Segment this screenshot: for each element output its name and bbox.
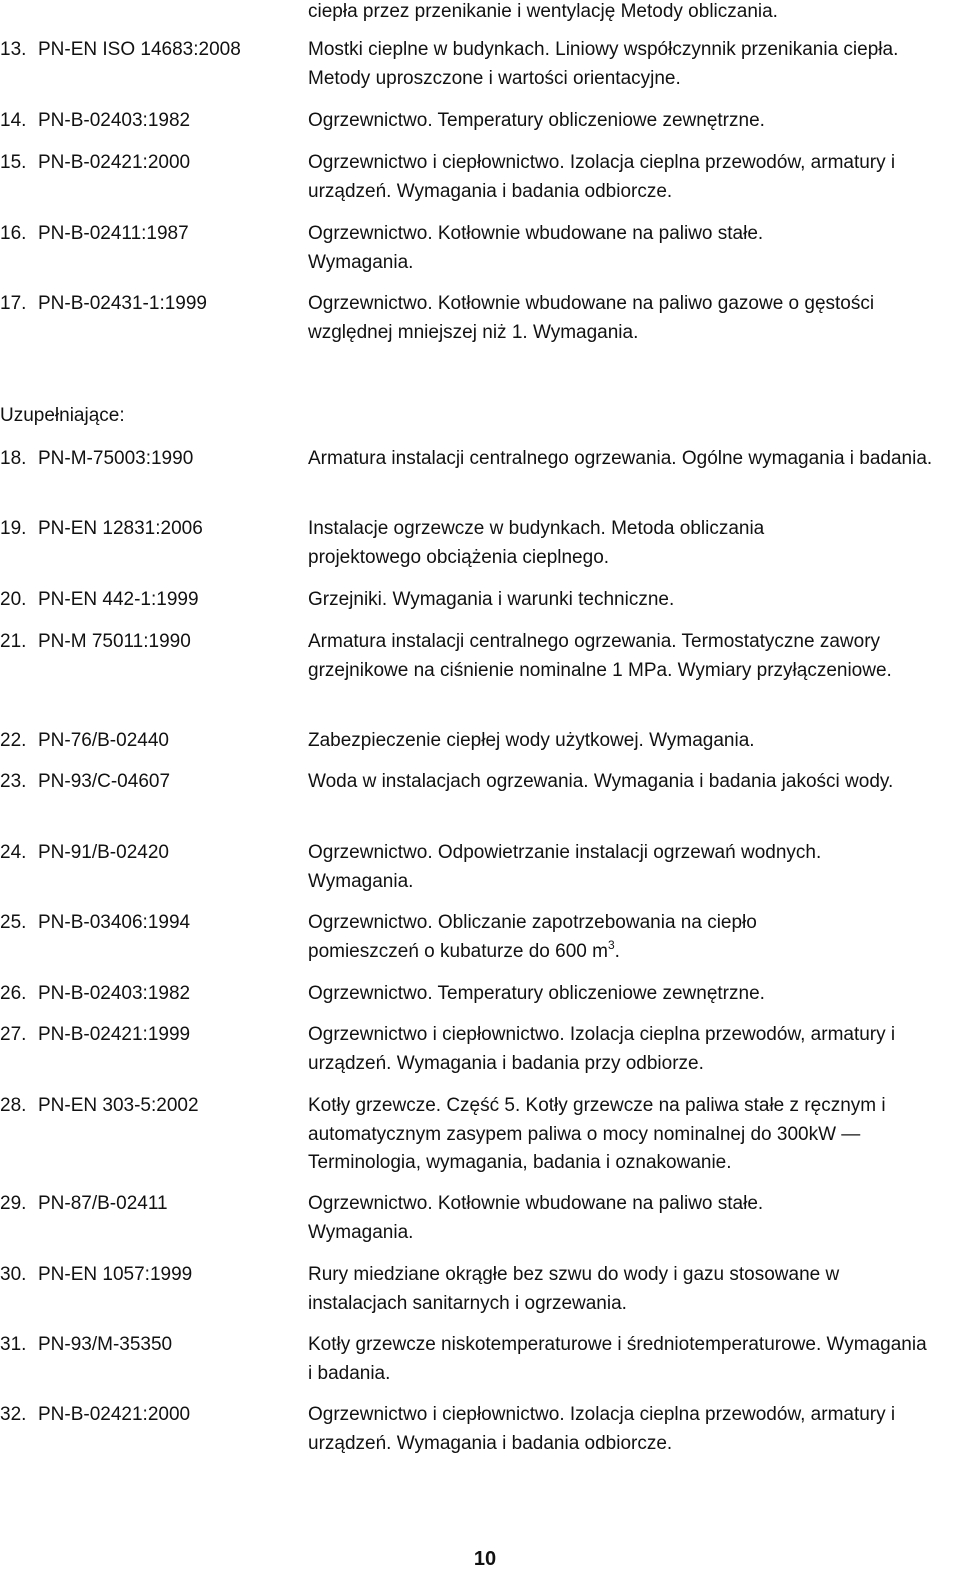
standard-title: Ogrzewnictwo i ciepłownictwo. Izolacja cieplna przewodów, armatury i urządzeń. Wymagania i badania odbiorcze. — [308, 1404, 896, 1454]
entry-number: 26. — [0, 983, 27, 1004]
entry-number: 27. — [0, 1024, 27, 1045]
standard-title: Armatura instalacji centralnego ogrzewania. Termostatyczne zawory grzejnikowe na ciśnienie nominalne 1 MPa. Wymiary przyłączeniowe. — [308, 631, 892, 681]
standard-code: PN-M-75003:1990 — [38, 448, 194, 469]
standard-code: PN-B-02411:1987 — [38, 223, 189, 244]
standard-title: Woda w instalacjach ogrzewania. Wymagania i badania jakości wody. — [308, 771, 894, 792]
standard-code: PN-EN ISO 14683:2008 — [38, 39, 241, 60]
standard-title: Ogrzewnictwo. Kotłownie wbudowane na paliwo stałe. Wymagania. — [308, 1193, 764, 1243]
standard-code: PN-EN 12831:2006 — [38, 518, 203, 539]
standard-title: Rury miedziane okrągłe bez szwu do wody i gazu stosowane w instalacjach sanitarnych i ogrzewania. — [308, 1264, 840, 1314]
standard-code: PN-B-02403:1982 — [38, 983, 191, 1004]
standard-code: PN-B-02421:2000 — [38, 1404, 191, 1425]
entry-number: 24. — [0, 842, 27, 863]
standard-code: PN-76/B-02440 — [38, 730, 169, 751]
entry-number: 20. — [0, 589, 27, 610]
standard-title: Kotły grzewcze. Część 5. Kotły grzewcze na paliwa stałe z ręcznym i automatycznym zasypem paliwa o mocy nominalnej do 300kW — Terminologia, wymagania, badania i oznakowanie. — [308, 1095, 886, 1173]
entry-number: 18. — [0, 448, 27, 469]
standard-title: Ogrzewnictwo. Temperatury obliczeniowe zewnętrzne. — [308, 110, 765, 131]
standard-title-text: Ogrzewnictwo. Obliczanie zapotrzebowania na ciepło pomieszczeń o kubaturze do 600 m — [308, 912, 757, 962]
entry-number: 23. — [0, 771, 27, 792]
standard-title-end: . — [614, 940, 620, 962]
superscript: 3 — [607, 937, 615, 952]
standard-title: Ogrzewnictwo i ciepłownictwo. Izolacja cieplna przewodów, armatury i urządzeń. Wymagania i badania przy odbiorze. — [308, 1024, 896, 1074]
standard-title: Ogrzewnictwo. Odpowietrzanie instalacji ogrzewań wodnych. Wymagania. — [308, 842, 822, 892]
standard-code: PN-B-02421:2000 — [38, 152, 191, 173]
entry-number: 31. — [0, 1334, 27, 1355]
entry-number: 29. — [0, 1193, 27, 1214]
page-number: 10 — [473, 1548, 497, 1570]
entry-number: 25. — [0, 912, 27, 933]
standard-title: Ogrzewnictwo. Kotłownie wbudowane na paliwo stałe. Wymagania. — [308, 223, 764, 273]
continuation-text: ciepła przez przenikanie i wentylację Metody obliczania. — [308, 1, 778, 22]
standard-code: PN-91/B-02420 — [38, 842, 169, 863]
standard-title: Ogrzewnictwo. Kotłownie wbudowane na paliwo gazowe o gęstości względnej mniejszej niż 1. Wymagania. — [308, 293, 875, 343]
standard-title: Kotły grzewcze niskotemperaturowe i średniotemperaturowe. Wymagania i badania. — [308, 1334, 927, 1384]
standard-code: PN-EN 303-5:2002 — [38, 1095, 199, 1116]
entry-number: 17. — [0, 293, 27, 314]
entry-number: 13. — [0, 39, 27, 60]
standard-title — [308, 909, 868, 966]
standard-title: Grzejniki. Wymagania i warunki techniczne. — [308, 589, 675, 610]
standard-code: PN-B-02431-1:1999 — [38, 293, 207, 314]
standard-title: Ogrzewnictwo i ciepłownictwo. Izolacja cieplna przewodów, armatury i urządzeń. Wymagania i badania odbiorcze. — [308, 152, 896, 202]
standard-code: PN-93/C-04607 — [38, 771, 171, 792]
standard-code: PN-B-02403:1982 — [38, 110, 191, 131]
standard-code: PN-B-02421:1999 — [38, 1024, 191, 1045]
standard-code: PN-EN 1057:1999 — [38, 1264, 193, 1285]
standard-title: Zabezpieczenie ciepłej wody użytkowej. Wymagania. — [308, 730, 755, 751]
standard-code: PN-93/M-35350 — [38, 1334, 173, 1355]
section-heading: Uzupełniające: — [0, 405, 125, 426]
standard-title: Armatura instalacji centralnego ogrzewania. Ogólne wymagania i badania. — [308, 448, 933, 469]
standard-code: PN-M 75011:1990 — [38, 631, 191, 652]
standard-title: Mostki cieplne w budynkach. Liniowy współczynnik przenikania ciepła. Metody uproszczone i wartości orientacyjne. — [308, 39, 899, 89]
standard-code: PN-B-03406:1994 — [38, 912, 191, 933]
entry-number: 19. — [0, 518, 27, 539]
entry-number: 30. — [0, 1264, 27, 1285]
entry-number: 21. — [0, 631, 27, 652]
entry-number: 15. — [0, 152, 27, 173]
entry-number: 14. — [0, 110, 27, 131]
standard-code: PN-EN 442-1:1999 — [38, 589, 199, 610]
standard-title: Instalacje ogrzewcze w budynkach. Metoda obliczania projektowego obciążenia cieplnego. — [308, 518, 765, 568]
entry-number: 22. — [0, 730, 27, 751]
standard-title: Ogrzewnictwo. Temperatury obliczeniowe zewnętrzne. — [308, 983, 765, 1004]
entry-number: 32. — [0, 1404, 27, 1425]
entry-number: 28. — [0, 1095, 27, 1116]
entry-number: 16. — [0, 223, 27, 244]
standard-code: PN-87/B-02411 — [38, 1193, 168, 1214]
